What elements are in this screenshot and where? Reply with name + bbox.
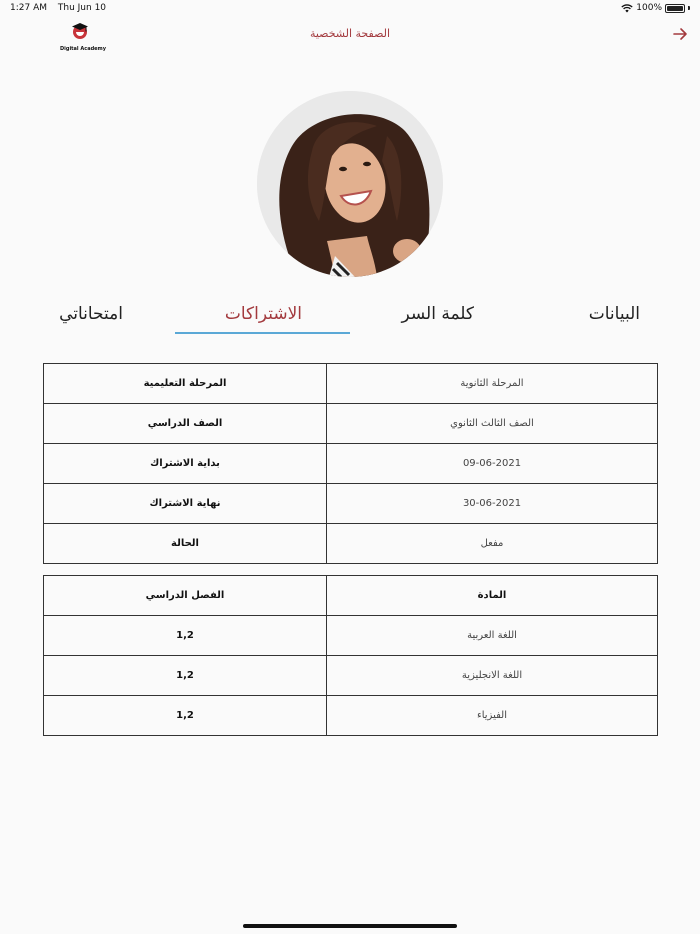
education-stage-value: المرحلة الثانوية xyxy=(327,364,658,404)
table-row xyxy=(44,484,658,524)
active-tab-indicator xyxy=(175,332,350,334)
subscription-table xyxy=(43,363,658,564)
table-row xyxy=(44,656,658,696)
profile-avatar[interactable] xyxy=(257,91,443,277)
grade-label: الصف الدراسي xyxy=(44,404,327,444)
battery-icon xyxy=(665,4,685,13)
subject-term: 1,2 xyxy=(44,696,327,736)
subscription-start-label: بداية الاشتراك xyxy=(44,444,327,484)
table-header-row xyxy=(44,576,658,616)
battery-percent: 100% xyxy=(636,3,662,13)
subjects-table xyxy=(43,575,658,736)
profile-tabs xyxy=(0,300,700,340)
tab-my-exams[interactable]: امتحاناتي xyxy=(59,304,123,324)
subject-term: 1,2 xyxy=(44,616,327,656)
page-title: الصفحة الشخصية xyxy=(309,27,391,40)
status-bar xyxy=(0,0,700,18)
home-indicator xyxy=(243,924,457,928)
education-stage-label: المرحلة التعليمية xyxy=(44,364,327,404)
table-row xyxy=(44,616,658,656)
term-column-header: الفصل الدراسي xyxy=(44,576,327,616)
tab-subscriptions[interactable]: الاشتراكات xyxy=(224,304,302,324)
table-row xyxy=(44,404,658,444)
back-arrow-icon[interactable] xyxy=(672,26,688,42)
table-row xyxy=(44,696,658,736)
table-row xyxy=(44,524,658,564)
subject-name: الفيزياء xyxy=(327,696,658,736)
subject-name: اللغة الانجليزية xyxy=(327,656,658,696)
status-right xyxy=(621,3,690,13)
status-date: Thu Jun 10 xyxy=(57,3,107,13)
profile-photo xyxy=(257,91,443,277)
battery-tip xyxy=(688,6,690,10)
logo-text: Digital Academy xyxy=(60,46,107,52)
subscription-start-value: 09-06-2021 xyxy=(327,444,658,484)
table-row xyxy=(44,444,658,484)
subject-name: اللغة العربية xyxy=(327,616,658,656)
subscription-end-label: نهاية الاشتراك xyxy=(44,484,327,524)
grade-value: الصف الثالث الثانوي xyxy=(327,404,658,444)
nav-bar xyxy=(0,18,700,58)
subject-term: 1,2 xyxy=(44,656,327,696)
subject-column-header: المادة xyxy=(327,576,658,616)
subscription-end-value: 30-06-2021 xyxy=(327,484,658,524)
status-value: مفعل xyxy=(327,524,658,564)
status-left xyxy=(10,3,114,13)
status-time: 1:27 AM xyxy=(10,3,47,13)
tab-password[interactable]: كلمة السر xyxy=(401,304,474,324)
tab-data[interactable]: البيانات xyxy=(588,304,640,324)
table-row xyxy=(44,364,658,404)
status-label: الحالة xyxy=(44,524,327,564)
wifi-icon xyxy=(621,4,633,13)
